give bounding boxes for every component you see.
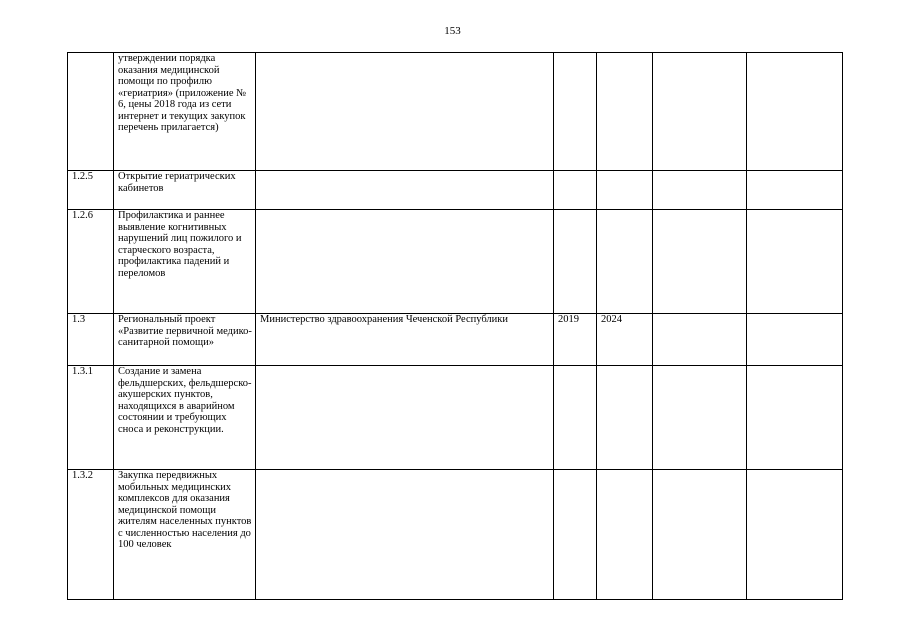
row-number-cell: 1.3 xyxy=(68,314,114,366)
responsible-cell xyxy=(256,53,554,171)
measure-name-cell: утверждении порядка оказания медицинской помощи по профилю «гериатрия» (приложение № 6, цены 2018 года из сети интернет и текущих закупок перечень прилагается) xyxy=(114,53,256,171)
measures-table xyxy=(67,52,843,600)
empty-cell xyxy=(747,210,843,314)
table-row xyxy=(68,314,843,366)
responsible-cell xyxy=(256,366,554,470)
row-number-cell: 1.3.2 xyxy=(68,470,114,600)
empty-cell xyxy=(653,171,747,210)
row-number-cell: 1.2.5 xyxy=(68,171,114,210)
start-year-cell xyxy=(554,470,597,600)
start-year-cell xyxy=(554,366,597,470)
empty-cell xyxy=(747,470,843,600)
start-year-cell: 2019 xyxy=(554,314,597,366)
end-year-cell: 2024 xyxy=(597,314,653,366)
end-year-cell xyxy=(597,470,653,600)
empty-cell xyxy=(747,171,843,210)
row-number-cell: 1.2.6 xyxy=(68,210,114,314)
empty-cell xyxy=(653,210,747,314)
measure-name-cell: Создание и замена фельдшерских, фельдшерско-акушерских пунктов, находящихся в аварийном состоянии и требующих сноса и реконструкции. xyxy=(114,366,256,470)
empty-cell xyxy=(747,366,843,470)
empty-cell xyxy=(747,314,843,366)
table-row xyxy=(68,53,843,171)
end-year-cell xyxy=(597,210,653,314)
row-number-cell xyxy=(68,53,114,171)
empty-cell xyxy=(747,53,843,171)
measure-name-cell: Профилактика и раннее выявление когнитивных нарушений лиц пожилого и старческого возраста, профилактика падений и переломов xyxy=(114,210,256,314)
table-row xyxy=(68,366,843,470)
end-year-cell xyxy=(597,53,653,171)
responsible-cell xyxy=(256,470,554,600)
table-row xyxy=(68,210,843,314)
measure-name-cell: Открытие гериатрических кабинетов xyxy=(114,171,256,210)
table-row xyxy=(68,171,843,210)
start-year-cell xyxy=(554,210,597,314)
end-year-cell xyxy=(597,171,653,210)
empty-cell xyxy=(653,53,747,171)
row-number-cell: 1.3.1 xyxy=(68,366,114,470)
responsible-cell xyxy=(256,171,554,210)
empty-cell xyxy=(653,314,747,366)
page-number: 153 xyxy=(444,25,461,37)
empty-cell xyxy=(653,366,747,470)
measure-name-cell: Региональный проект «Развитие первичной медико-санитарной помощи» xyxy=(114,314,256,366)
empty-cell xyxy=(653,470,747,600)
responsible-cell: Министерство здравоохранения Чеченской Республики xyxy=(256,314,554,366)
measure-name-cell: Закупка передвижных мобильных медицинских комплексов для оказания медицинской помощи жителям населенных пунктов с численностью населения до 100 человек xyxy=(114,470,256,600)
start-year-cell xyxy=(554,171,597,210)
end-year-cell xyxy=(597,366,653,470)
table-row xyxy=(68,470,843,600)
responsible-cell xyxy=(256,210,554,314)
start-year-cell xyxy=(554,53,597,171)
